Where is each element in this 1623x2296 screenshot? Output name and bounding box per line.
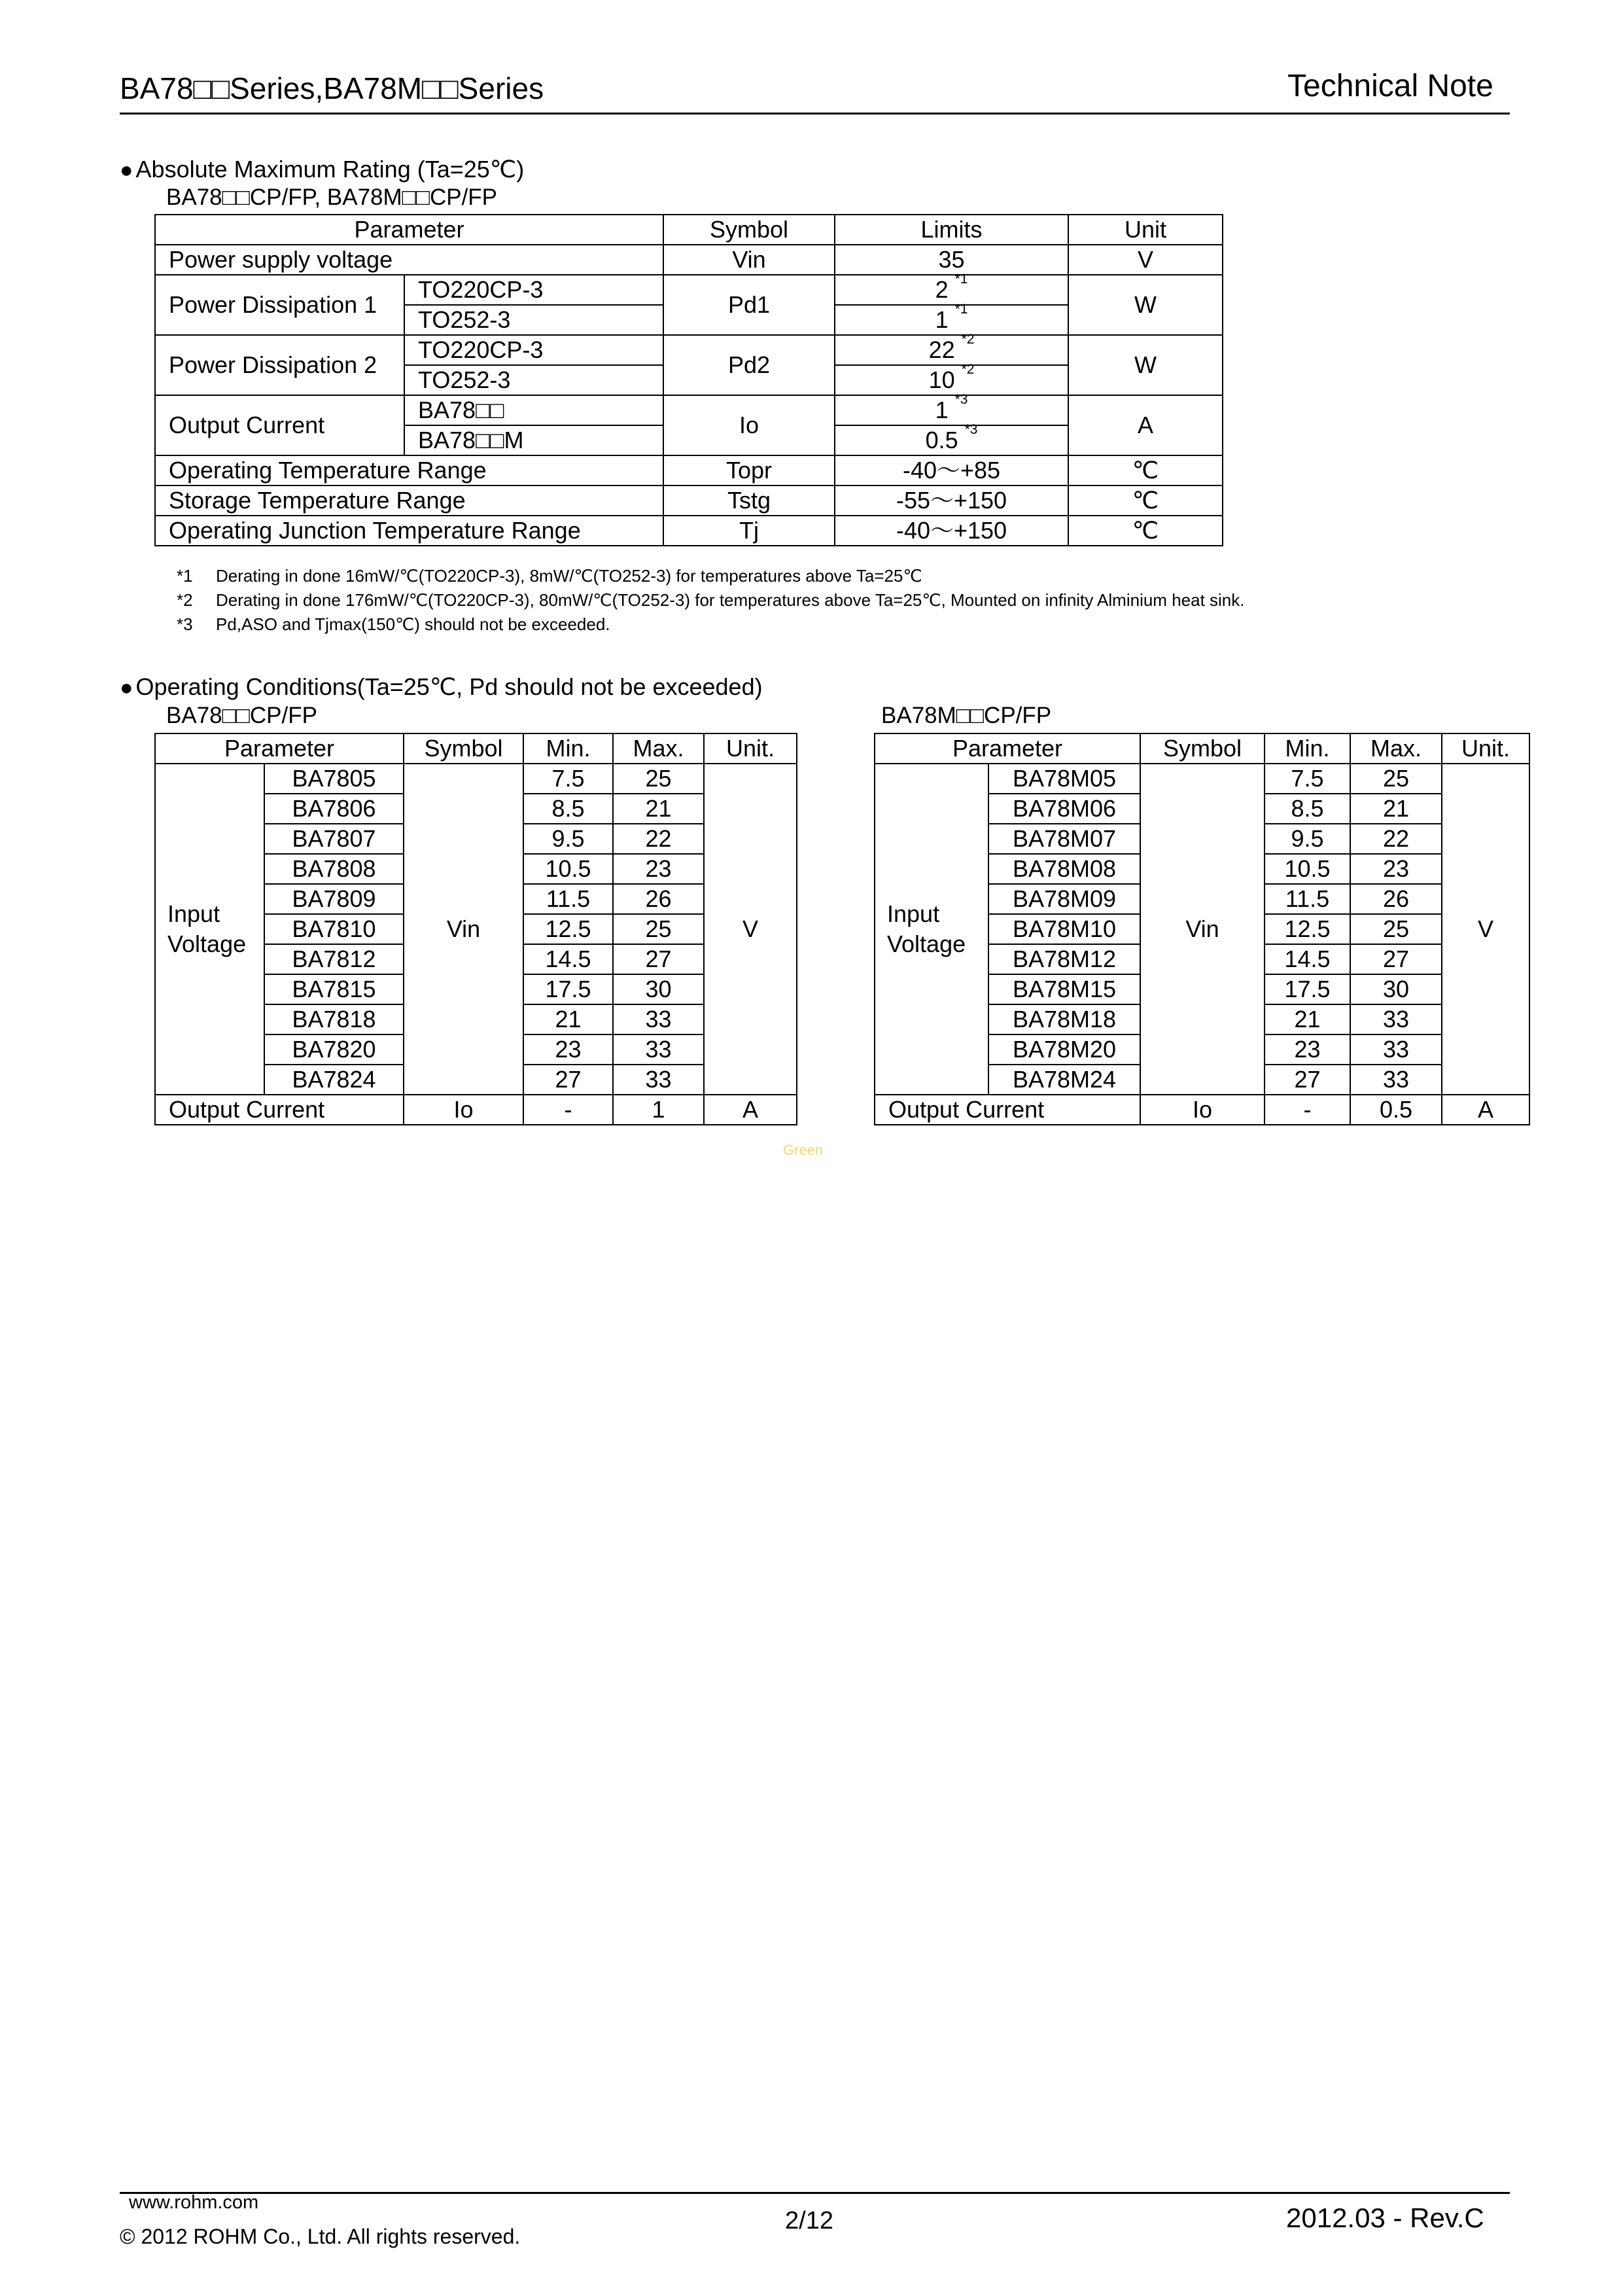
model-cell: BA7818	[264, 1004, 404, 1034]
footnote-text: Pd,ASO and Tjmax(150℃) should not be exceeded.	[216, 614, 610, 634]
max-cell: 21	[1350, 794, 1442, 824]
max-cell: 30	[613, 974, 704, 1004]
max-cell: 33	[613, 1034, 704, 1065]
min-cell: 14.5	[1265, 944, 1350, 974]
min-cell: 23	[523, 1034, 613, 1065]
min-cell: 12.5	[523, 914, 613, 944]
unit-cell: W	[1068, 335, 1223, 395]
col-header-symbol: Symbol	[1140, 733, 1265, 764]
param-cell: Output Current	[875, 1095, 1140, 1125]
oc-condition: (Ta=25℃, Pd should not be exceeded)	[357, 673, 763, 700]
max-cell: 27	[1350, 944, 1442, 974]
model-cell: BA7810	[264, 914, 404, 944]
bullet-icon: ●	[120, 675, 133, 700]
limit-value: 1	[935, 397, 949, 423]
limit-cell: -40～+150	[835, 516, 1068, 546]
footnote	[177, 588, 1244, 612]
unit-cell: A	[1068, 395, 1223, 455]
min-cell: 9.5	[1265, 824, 1350, 854]
limit-cell	[835, 362, 1068, 395]
min-cell: 7.5	[1265, 764, 1350, 794]
input-voltage-label	[875, 764, 988, 1095]
footnote-ref: *3	[954, 392, 968, 407]
min-cell: 8.5	[1265, 794, 1350, 824]
col-header-min: Min.	[523, 733, 613, 764]
max-cell: 22	[613, 824, 704, 854]
amr-heading: Absolute Maximum Rating	[135, 156, 411, 183]
model-cell: BA78M09	[988, 884, 1140, 914]
symbol-cell: Topr	[663, 455, 835, 486]
param-cell: Output Current	[155, 1095, 404, 1125]
footnote-ref: *1	[954, 272, 968, 287]
model-cell: BA7808	[264, 854, 404, 884]
param-cell: Operating Temperature Range	[155, 455, 663, 486]
unit-cell: ℃	[1068, 486, 1223, 516]
footer-copyright: © 2012 ROHM Co., Ltd. All rights reserved.	[120, 2225, 521, 2248]
model-cell: BA78M06	[988, 794, 1140, 824]
oc-right-table	[874, 733, 1530, 1125]
table-row	[875, 1095, 1529, 1125]
max-cell: 26	[1350, 884, 1442, 914]
footnote-key: *2	[177, 590, 193, 610]
min-cell: 23	[1265, 1034, 1350, 1065]
unit-cell: A	[1442, 1095, 1529, 1125]
symbol-cell: Io	[663, 395, 835, 455]
max-cell: 0.5	[1350, 1095, 1442, 1125]
footnote-text: Derating in done 16mW/℃(TO220CP-3), 8mW/℃(TO252-3) for temperatures above Ta=25℃	[216, 566, 922, 586]
model-cell: BA7805	[264, 764, 404, 794]
col-header-max: Max.	[613, 733, 704, 764]
model-cell: BA78M10	[988, 914, 1140, 944]
oc-left-table	[154, 733, 797, 1125]
min-cell: -	[1265, 1095, 1350, 1125]
footnote-ref: *2	[961, 332, 975, 347]
symbol-cell: Io	[404, 1095, 523, 1125]
max-cell: 25	[613, 914, 704, 944]
model-cell: BA7820	[264, 1034, 404, 1065]
table-header-row	[155, 215, 1223, 245]
max-cell: 33	[1350, 1034, 1442, 1065]
footnote-key: *1	[177, 566, 193, 586]
min-cell: 14.5	[523, 944, 613, 974]
min-cell: 7.5	[523, 764, 613, 794]
col-header-parameter: Parameter	[155, 215, 663, 245]
min-cell: 12.5	[1265, 914, 1350, 944]
table-row	[155, 455, 1223, 486]
param-cell: Output Current	[155, 395, 404, 455]
min-cell: 8.5	[523, 794, 613, 824]
symbol-cell: Vin	[404, 764, 523, 1095]
oc-heading-line	[120, 673, 763, 701]
min-cell: 21	[523, 1004, 613, 1034]
model-cell: BA7809	[264, 884, 404, 914]
max-cell: 30	[1350, 974, 1442, 1004]
model-cell: BA78M05	[988, 764, 1140, 794]
col-header-min: Min.	[1265, 733, 1350, 764]
unit-cell: V	[704, 764, 797, 1095]
watermark-text: Green	[783, 1142, 824, 1158]
bullet-icon: ●	[120, 158, 133, 183]
footnote-text: Derating in done 176mW/℃(TO220CP-3), 80mW/℃(TO252-3) for temperatures above Ta=25℃, Mounted on infinity Alminium heat sink.	[216, 590, 1245, 610]
model-cell: BA78M20	[988, 1034, 1140, 1065]
min-cell: 10.5	[523, 854, 613, 884]
table-row	[155, 245, 1223, 275]
max-cell: 23	[1350, 854, 1442, 884]
table-header-row	[155, 733, 797, 764]
limit-value: 0.5	[925, 427, 958, 453]
model-cell: BA7812	[264, 944, 404, 974]
oc-left-subtitle: BA78□□CP/FP	[166, 703, 317, 728]
param-cell: Power Dissipation 2	[155, 335, 404, 395]
max-cell: 33	[1350, 1065, 1442, 1095]
limit-cell	[835, 272, 1068, 305]
amr-table	[154, 214, 1223, 546]
max-cell: 33	[613, 1065, 704, 1095]
symbol-cell: Vin	[663, 245, 835, 275]
label-line: Voltage	[167, 930, 247, 957]
min-cell: 17.5	[1265, 974, 1350, 1004]
col-header-unit: Unit	[1068, 215, 1223, 245]
max-cell: 33	[1350, 1004, 1442, 1034]
min-cell: 11.5	[523, 884, 613, 914]
limit-cell	[835, 332, 1068, 365]
limit-value: 22	[928, 336, 955, 363]
param-cell: Operating Junction Temperature Range	[155, 516, 663, 546]
label-line: Voltage	[887, 930, 966, 957]
max-cell: 26	[613, 884, 704, 914]
device-cell: BA78□□	[404, 395, 663, 425]
symbol-cell: Pd1	[663, 275, 835, 335]
limit-cell: 35	[835, 245, 1068, 275]
header-rule	[120, 113, 1510, 115]
min-cell: 9.5	[523, 824, 613, 854]
page-number: 2/12	[785, 2207, 833, 2234]
label-line: Input	[167, 900, 220, 927]
footnote	[177, 564, 1244, 588]
max-cell: 27	[613, 944, 704, 974]
max-cell: 25	[1350, 764, 1442, 794]
footnote-ref: *1	[954, 302, 968, 317]
col-header-unit: Unit.	[1442, 733, 1529, 764]
symbol-cell: Pd2	[663, 335, 835, 395]
document-title: BA78□□Series,BA78M□□Series	[120, 71, 544, 105]
limit-value: 1	[935, 306, 949, 333]
footnote-key: *3	[177, 614, 193, 634]
min-cell: 11.5	[1265, 884, 1350, 914]
unit-cell: W	[1068, 275, 1223, 335]
model-cell: BA78M07	[988, 824, 1140, 854]
model-cell: BA7815	[264, 974, 404, 1004]
model-cell: BA78M12	[988, 944, 1140, 974]
unit-cell: V	[1068, 245, 1223, 275]
limit-cell	[835, 392, 1068, 425]
max-cell: 21	[613, 794, 704, 824]
model-cell: BA78M08	[988, 854, 1140, 884]
table-row	[155, 275, 1223, 305]
max-cell: 23	[613, 854, 704, 884]
col-header-symbol: Symbol	[663, 215, 835, 245]
col-header-limits: Limits	[835, 215, 1068, 245]
table-row	[875, 764, 1529, 794]
amr-condition: (Ta=25℃)	[410, 156, 525, 183]
label-line: Input	[887, 900, 940, 927]
limit-cell	[835, 422, 1068, 455]
footnote-ref: *2	[961, 362, 975, 377]
package-cell: TO220CP-3	[404, 335, 663, 365]
min-cell: 17.5	[523, 974, 613, 1004]
amr-heading-line	[120, 156, 524, 183]
max-cell: 25	[613, 764, 704, 794]
amr-subtitle: BA78□□CP/FP, BA78M□□CP/FP	[166, 185, 498, 210]
symbol-cell: Tj	[663, 516, 835, 546]
limit-value: 10	[928, 366, 955, 393]
limit-cell: -55～+150	[835, 486, 1068, 516]
footnote	[177, 612, 1244, 637]
limit-cell	[835, 302, 1068, 335]
symbol-cell: Tstg	[663, 486, 835, 516]
package-cell: TO252-3	[404, 365, 663, 395]
max-cell: 33	[613, 1004, 704, 1034]
revision: 2012.03 - Rev.C	[1286, 2202, 1484, 2233]
col-header-symbol: Symbol	[404, 733, 523, 764]
input-voltage-label	[155, 764, 264, 1095]
oc-right-subtitle: BA78M□□CP/FP	[881, 703, 1052, 728]
table-row	[155, 1095, 797, 1125]
device-cell: BA78□□M	[404, 425, 663, 455]
unit-cell: ℃	[1068, 516, 1223, 546]
min-cell: 10.5	[1265, 854, 1350, 884]
model-cell: BA78M24	[988, 1065, 1140, 1095]
oc-heading: Operating Conditions	[135, 673, 357, 700]
min-cell: 21	[1265, 1004, 1350, 1034]
param-cell: Storage Temperature Range	[155, 486, 663, 516]
model-cell: BA7807	[264, 824, 404, 854]
limit-value: 2	[935, 276, 949, 303]
symbol-cell: Io	[1140, 1095, 1265, 1125]
footnotes	[177, 564, 1244, 637]
col-header-unit: Unit.	[704, 733, 797, 764]
technical-note-label: Technical Note	[1287, 69, 1493, 103]
min-cell: 27	[1265, 1065, 1350, 1095]
package-cell: TO252-3	[404, 305, 663, 335]
table-row	[155, 516, 1223, 546]
param-cell: Power supply voltage	[155, 245, 663, 275]
table-row	[155, 335, 1223, 365]
unit-cell: V	[1442, 764, 1529, 1095]
footer-rule	[120, 2192, 1510, 2194]
col-header-max: Max.	[1350, 733, 1442, 764]
max-cell: 1	[613, 1095, 704, 1125]
model-cell: BA7806	[264, 794, 404, 824]
table-row	[155, 486, 1223, 516]
max-cell: 22	[1350, 824, 1442, 854]
table-row	[155, 395, 1223, 425]
col-header-parameter: Parameter	[875, 733, 1140, 764]
limit-cell: -40～+85	[835, 455, 1068, 486]
footnote-ref: *3	[964, 422, 978, 437]
model-cell: BA78M18	[988, 1004, 1140, 1034]
unit-cell: ℃	[1068, 455, 1223, 486]
col-header-parameter: Parameter	[155, 733, 404, 764]
table-header-row	[875, 733, 1529, 764]
model-cell: BA7824	[264, 1065, 404, 1095]
table-row	[155, 764, 797, 794]
model-cell: BA78M15	[988, 974, 1140, 1004]
max-cell: 25	[1350, 914, 1442, 944]
min-cell: -	[523, 1095, 613, 1125]
symbol-cell: Vin	[1140, 764, 1265, 1095]
param-cell: Power Dissipation 1	[155, 275, 404, 335]
footer-website[interactable]: www.rohm.com	[129, 2192, 259, 2213]
unit-cell: A	[704, 1095, 797, 1125]
min-cell: 27	[523, 1065, 613, 1095]
package-cell: TO220CP-3	[404, 275, 663, 305]
